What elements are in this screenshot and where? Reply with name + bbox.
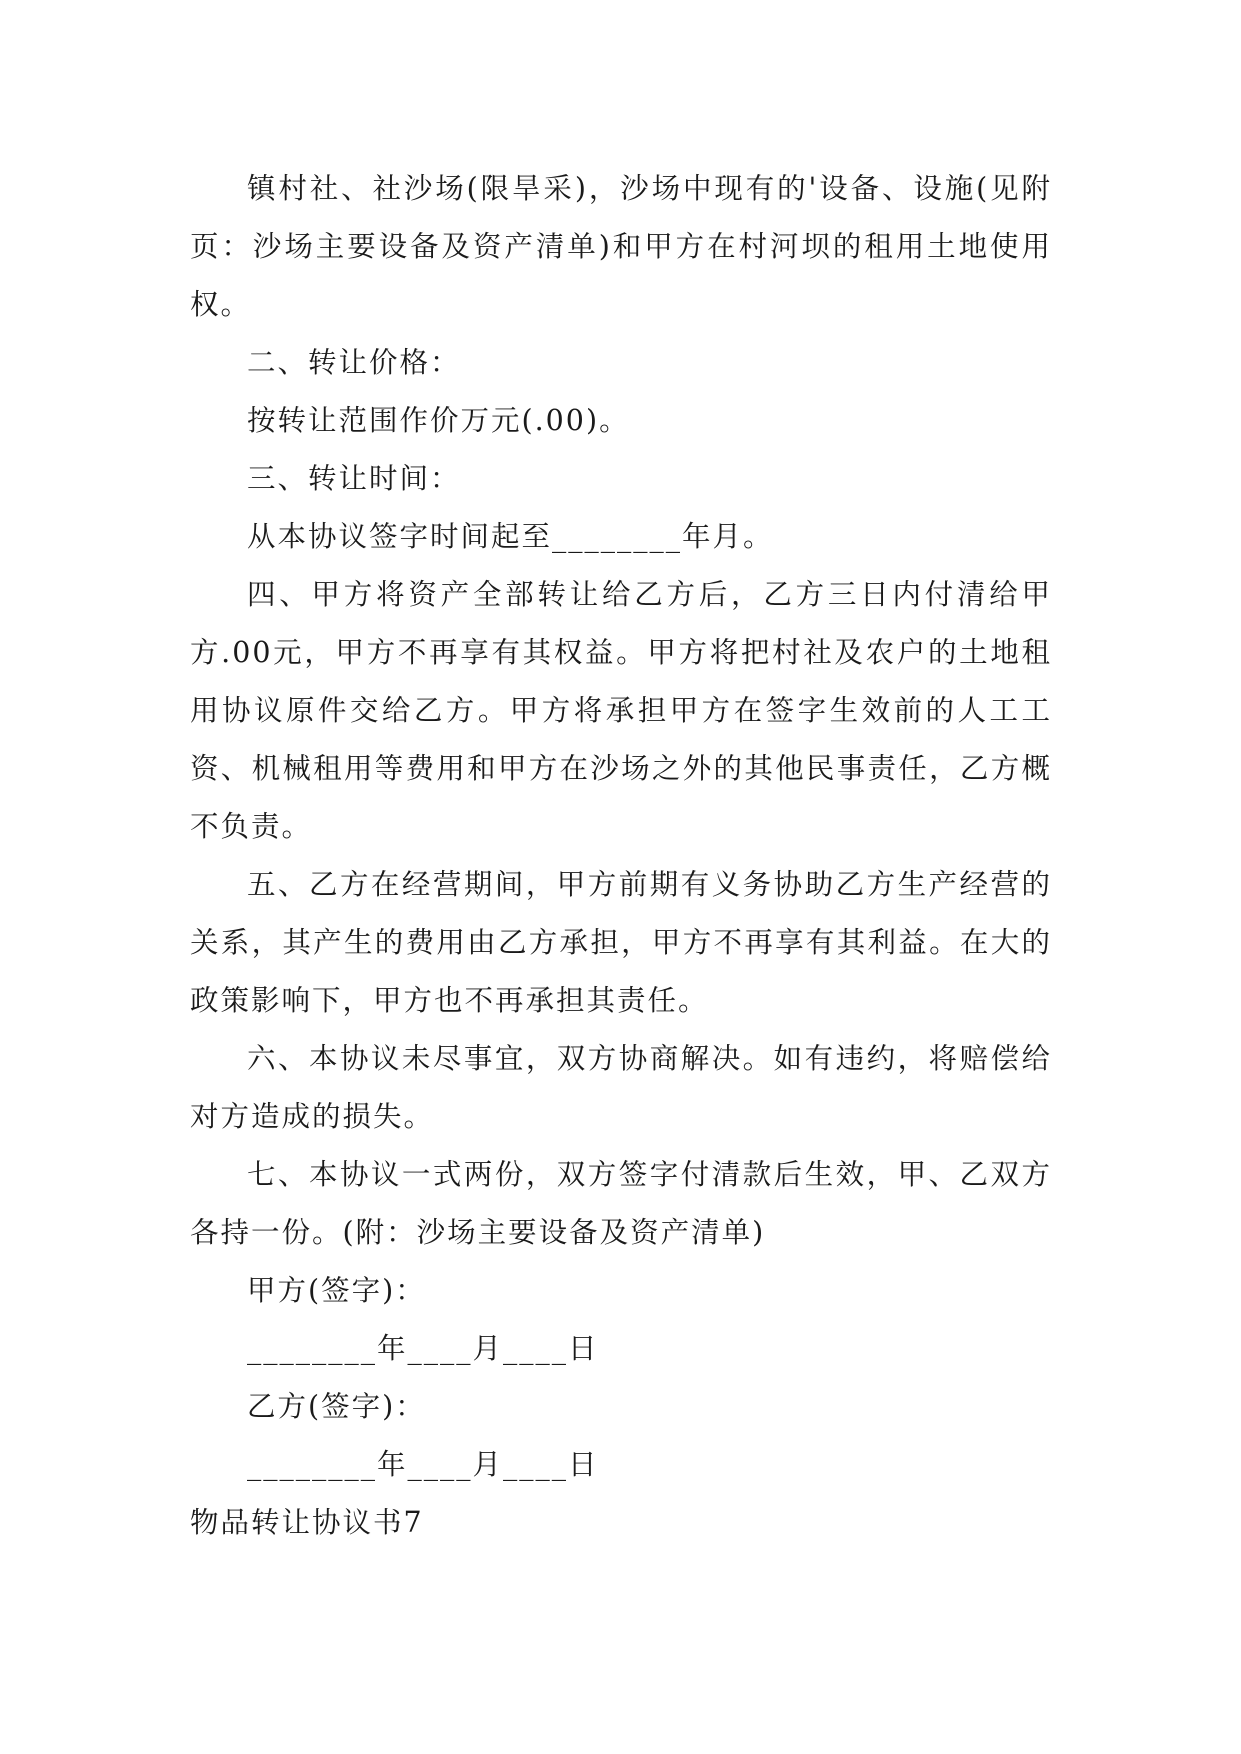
paragraph-clause-four: 四、甲方将资产全部转让给乙方后，乙方三日内付清给甲方.00元，甲方不再享有其权益。甲方将把村社及农户的土地租用协议原件交给乙方。甲方将承担甲方在签字生效前的人工工资、机械租用等费用和甲方在沙场之外的其他民事责任，乙方概不负责。	[190, 578, 1052, 843]
paragraph-transfer-time: 从本协议签字时间起至________年月。	[247, 520, 774, 553]
heading-transfer-time: 三、转让时间：	[247, 462, 461, 495]
paragraph-clause-seven: 七、本协议一式两份，双方签字付清款后生效，甲、乙双方各持一份。(附：沙场主要设备及资产清单)	[190, 1158, 1052, 1249]
paragraph-transfer-price: 按转让范围作价万元(.00)。	[247, 404, 630, 437]
document-body	[190, 160, 1052, 1552]
next-document-title: 物品转让协议书7	[190, 1506, 424, 1539]
paragraph-clause-six: 六、本协议未尽事宜，双方协商解决。如有违约，将赔偿给对方造成的损失。	[190, 1042, 1052, 1133]
party-a-signature-label: 甲方(签字)：	[247, 1274, 426, 1307]
paragraph-transfer-scope: 镇村社、社沙场(限旱采)，沙场中现有的'设备、设施(见附页：沙场主要设备及资产清单)和甲方在村河坝的租用土地使用权。	[190, 172, 1052, 321]
party-a-date-line: ________年____月____日	[247, 1332, 599, 1365]
heading-transfer-price: 二、转让价格：	[247, 346, 461, 379]
party-b-signature-label: 乙方(签字)：	[247, 1390, 426, 1423]
paragraph-clause-five: 五、乙方在经营期间，甲方前期有义务协助乙方生产经营的关系，其产生的费用由乙方承担，甲方不再享有其利益。在大的政策影响下，甲方也不再承担其责任。	[190, 868, 1052, 1017]
party-b-date-line: ________年____月____日	[247, 1448, 599, 1481]
